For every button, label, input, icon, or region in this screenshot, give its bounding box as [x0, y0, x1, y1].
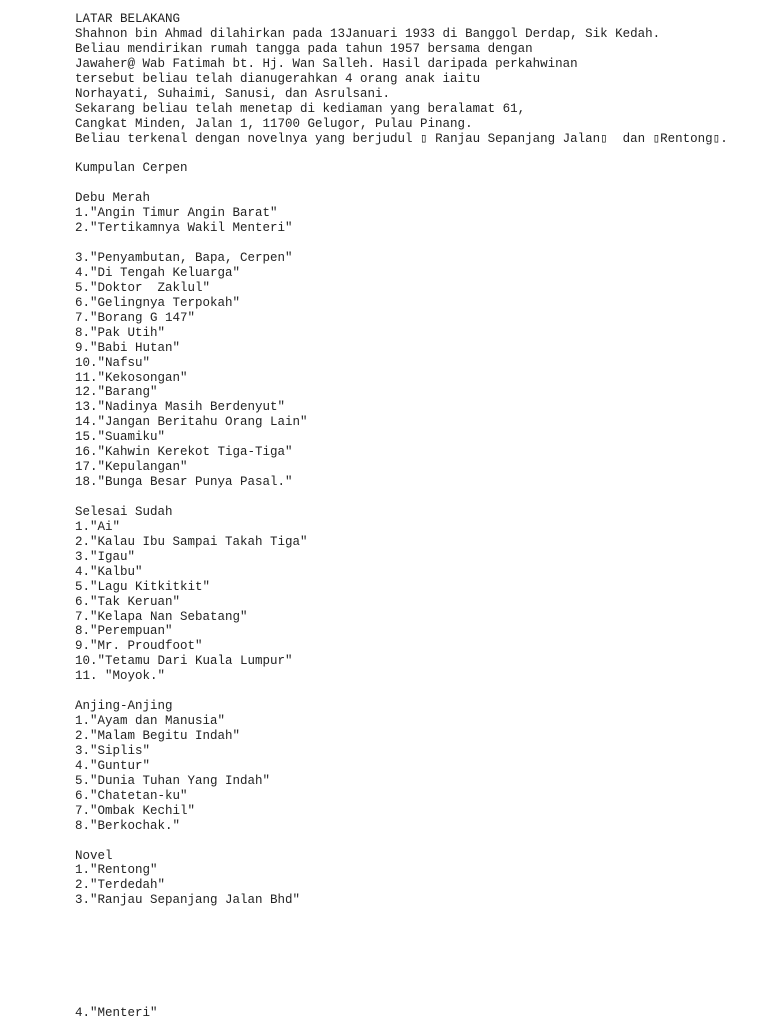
text-line: 6."Chatetan-ku": [75, 788, 188, 803]
text-line: LATAR BELAKANG: [75, 12, 181, 26]
blank-line: [75, 684, 755, 699]
blank-line: [75, 236, 755, 251]
text-line: 3."Igau": [75, 549, 136, 564]
text-line: 12."Barang": [75, 385, 158, 400]
text-line: 17."Kepulangan": [75, 460, 188, 475]
text-line: 2."Malam Begitu Indah": [75, 729, 241, 743]
text-line: Shahnon bin Ahmad dilahirkan pada 13Januari 1933 di Banggol Derdap, Sik Kedah.: [75, 26, 661, 41]
text-line: 2."Tertikamnya Wakil Menteri": [75, 221, 293, 236]
text-line: 6."Gelingnya Terpokah": [75, 295, 241, 310]
blank-line: [75, 146, 755, 161]
text-line: 8."Pak Utih": [75, 325, 166, 340]
text-line: Beliau mendirikan rumah tangga pada tahun 1957 bersama dengan: [75, 41, 533, 56]
text-line: Beliau terkenal dengan novelnya yang berjudul ▯ Ranjau Sepanjang Jalan▯ dan ▯Rentong▯.: [75, 131, 728, 146]
text-line: 13."Nadinya Masih Berdenyut": [75, 400, 286, 415]
text-line: 3."Penyambutan, Bapa, Cerpen": [75, 251, 293, 265]
text-line: 10."Nafsu": [75, 355, 151, 370]
text-line: 1."Rentong": [75, 863, 158, 878]
text-line: 8."Berkochak.": [75, 818, 181, 833]
text-line: tersebut beliau telah dianugerahkan 4 orang anak iaitu: [75, 71, 481, 86]
text-line: Cangkat Minden, Jalan 1, 11700 Gelugor, Pulau Pinang.: [75, 116, 473, 131]
text-line: 16."Kahwin Kerekot Tiga-Tiga": [75, 445, 293, 460]
text-line: Debu Merah: [75, 191, 151, 206]
text-line: 15."Suamiku": [75, 430, 166, 445]
blank-line: [75, 834, 755, 849]
text-line: 4."Guntur": [75, 758, 151, 773]
text-line: 2."Terdedah": [75, 878, 166, 893]
text-line: Novel: [75, 848, 113, 863]
text-line: Selesai Sudah: [75, 504, 173, 519]
text-line: 11. "Moyok.": [75, 669, 166, 684]
text-line: Jawaher@ Wab Fatimah bt. Hj. Wan Salleh. Hasil daripada perkahwinan: [75, 56, 578, 71]
text-line: 1."Angin Timur Angin Barat": [75, 206, 278, 221]
text-line: Norhayati, Suhaimi, Sanusi, dan Asrulsani.: [75, 86, 391, 101]
trailing-list-item: 4."Menteri": [75, 1006, 158, 1020]
text-line: 14."Jangan Beritahu Orang Lain": [75, 415, 308, 430]
text-line: 5."Dunia Tuhan Yang Indah": [75, 773, 271, 788]
text-line: 3."Ranjau Sepanjang Jalan Bhd": [75, 893, 301, 908]
text-line: 18."Bunga Besar Punya Pasal.": [75, 475, 293, 490]
text-line: 7."Ombak Kechil": [75, 803, 196, 818]
text-line: Kumpulan Cerpen: [75, 161, 188, 176]
text-line: 8."Perempuan": [75, 624, 173, 639]
text-line: 2."Kalau Ibu Sampai Takah Tiga": [75, 534, 308, 549]
text-line: 1."Ai": [75, 519, 121, 534]
text-line: Anjing-Anjing: [75, 699, 173, 714]
text-line: 9."Babi Hutan": [75, 340, 181, 355]
text-line: Sekarang beliau telah menetap di kediaman yang beralamat 61,: [75, 101, 526, 116]
text-line: 11."Kekosongan": [75, 370, 188, 385]
text-line: 3."Siplis": [75, 743, 151, 758]
text-line: 5."Lagu Kitkitkit": [75, 579, 211, 594]
text-line: 7."Kelapa Nan Sebatang": [75, 609, 248, 624]
text-line: 6."Tak Keruan": [75, 594, 181, 609]
blank-line: [75, 176, 755, 191]
text-line: 10."Tetamu Dari Kuala Lumpur": [75, 654, 293, 669]
text-line: 4."Kalbu": [75, 564, 143, 579]
text-line: 7."Borang G 147": [75, 310, 196, 325]
text-line: 5."Doktor Zaklul": [75, 280, 211, 295]
text-line: 4."Di Tengah Keluarga": [75, 265, 241, 280]
document-body: [75, 12, 755, 908]
text-line: 1."Ayam dan Manusia": [75, 714, 226, 729]
text-line: 9."Mr. Proudfoot": [75, 639, 203, 654]
blank-line: [75, 490, 755, 505]
